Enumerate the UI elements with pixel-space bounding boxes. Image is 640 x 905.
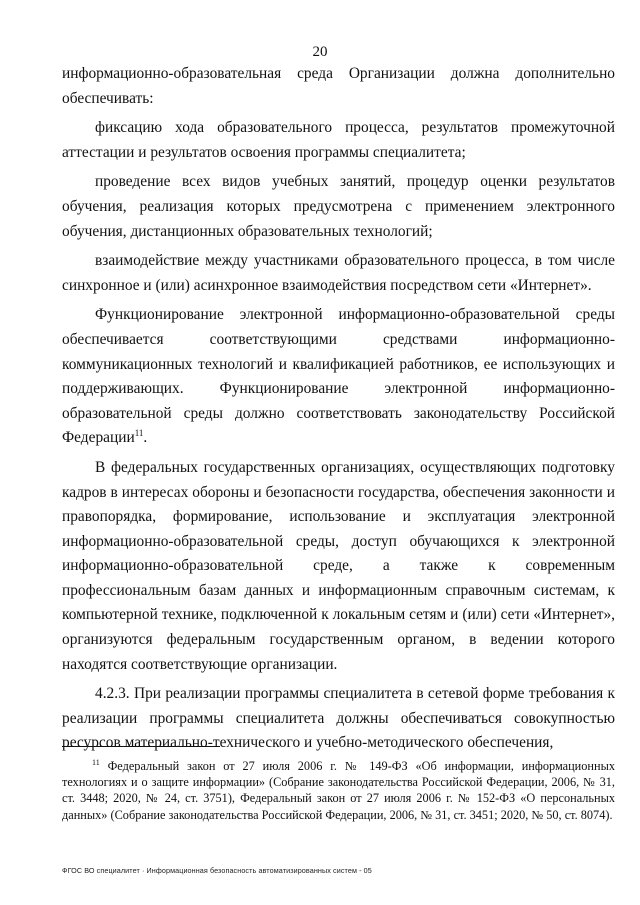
page-footer: ФГОС ВО специалитет · Информационная безопасность автоматизированных систем - 05 xyxy=(62,866,372,875)
footnote xyxy=(62,758,615,823)
paragraph: информационно-образовательная среда Организации должна дополнительно обеспечивать: xyxy=(62,65,615,107)
footnote-reference[interactable]: 11 xyxy=(134,428,144,439)
paragraph: В федеральных государственных организациях, осуществляющих подготовку кадров в интересах обороны и безопасности государства, обеспечения законности и правопорядка, формирование, использование и эксплуатация электронной информационно-образовательной среды, доступ обучающихся к электронной информационно-образовательной среде, а также к современным профессиональным базам данных и информационным справочным системам, к компьютерной технике, подключенной к локальным сетям и (или) сети «Интернет», организуются федеральным государственным органом, в ведении которого находятся соответствующие организации. xyxy=(62,458,615,673)
paragraph: 4.2.3. При реализации программы специалитета в сетевой форме требования к реализации программы специалитета должны обеспечиваться совокупностью ресурсов материально-технического и учебно-методического обеспечения, xyxy=(62,685,615,752)
footnote-text: Федеральный закон от 27 июля 2006 г. № 149-ФЗ «Об информации, информационных технологиях и о защите информации» (Собрание законодательства Российской Федерации, 2006, № 31, ст. 3448; 2020, № 24, ст. 3751), Федеральный закон от 27 июля 2006 г. № 152-ФЗ «О персональных данных» (Собрание законодательства Российской Федерации, 2006, № 31, ст. 3451; 2020, № 50, ст. 8074). xyxy=(62,759,615,822)
paragraph-period: . xyxy=(143,429,148,447)
paragraph: проведение всех видов учебных занятий, процедур оценки результатов обучения, реализация которых предусмотрена с применением электронного обучения, дистанционных образовательных технологий; xyxy=(62,173,615,240)
paragraph-text: Функционирование электронной информационно-образовательной среды обеспечивается соответствующими средствами информационно-коммуникационных технологий и квалификацией работников, ее использующих и поддерживающих. Функционирование электронной информационно-образовательной среды должно соответствовать законодательству Российской Федерации xyxy=(62,306,615,447)
page-number: 20 xyxy=(312,44,328,60)
paragraph xyxy=(62,303,615,451)
footnote-marker: 11 xyxy=(92,757,100,767)
footnote-divider xyxy=(62,746,220,747)
paragraph: фиксацию хода образовательного процесса, результатов промежуточной аттестации и результатов освоения программы специалитета; xyxy=(62,119,615,161)
paragraph: взаимодействие между участниками образовательного процесса, в том числе синхронное и (или) асинхронное взаимодействия посредством сети «Интернет». xyxy=(62,252,615,294)
document-body xyxy=(62,62,615,756)
